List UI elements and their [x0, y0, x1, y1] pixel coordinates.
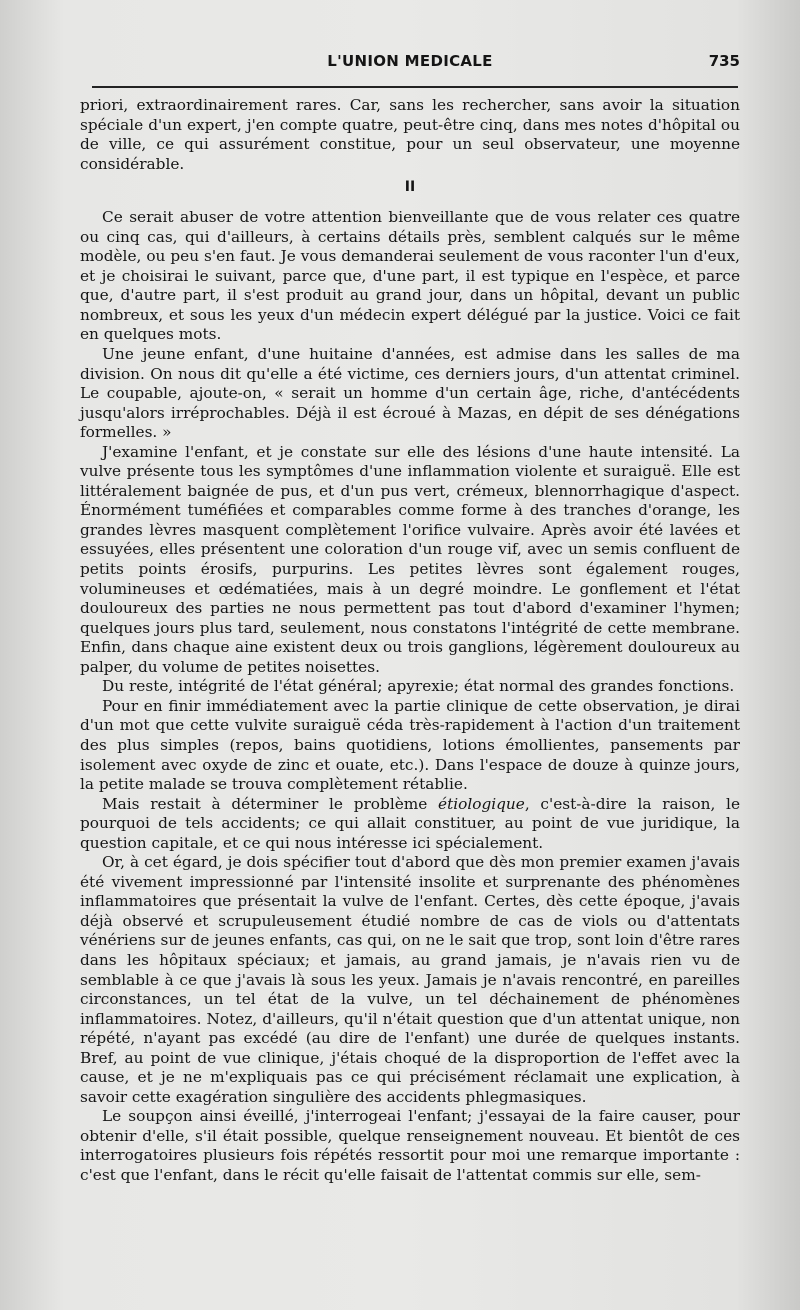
paragraph [80, 795, 740, 854]
paragraph: J'examine l'enfant, et je constate sur elle des lésions d'une haute intensité. La vulve présente tous les symptômes d'une inflammation violente et suraiguë. Elle est littéralement baignée de pus, et d'un pus vert, crémeux, blennorrhagique d'aspect. Énormément tuméfiées et comparables comme forme à des tranches d'orange, les grandes lèvres masquent complètement l'orifice vulvaire. Après avoir été lavées et essuyées, elles présentent une coloration d'un rouge vif, avec un semis confluent de petits points érosifs, purpurins. Les petites lèvres sont également rouges, volumineuses et œdématiées, mais à un degré moindre. Le gonflement et l'état douloureux des parties ne nous permettent pas tout d'abord d'examiner l'hymen; quelques jours plus tard, seulement, nous constatons l'intégrité de cette membrane. Enfin, dans chaque aine existent deux ou trois ganglions, légèrement douloureux au palper, du volume de petites noisettes. [80, 442, 740, 676]
paragraph-text: Mais restait à déterminer le problème [102, 794, 439, 813]
paragraph-continuation: priori, extraordinairement rares. Car, sans les rechercher, sans avoir la situation spéciale d'un expert, j'en compte quatre, peut-être cinq, dans mes notes d'hôpital ou de ville, ce qui assurément constitue, pour un seul observateur, une moyenne considérable. [80, 96, 740, 173]
page-header [80, 52, 740, 76]
running-title: L'UNION MEDICALE [327, 52, 493, 70]
section-heading: II [404, 179, 416, 196]
body-text [80, 96, 740, 1186]
paragraph: Une jeune enfant, d'une huitaine d'années, est admise dans les salles de ma division. On nous dit qu'elle a été victime, ces derniers jours, d'un attentat criminel. Le coupable, ajoute-on, « serait un homme d'un certain âge, riche, d'antécédents jusqu'alors irréprochables. Déjà il est écroué à Mazas, en dépit de ses dénégations formelles. » [80, 345, 740, 442]
paragraph-text: , c'est-à-dire la raison, le pourquoi de tels accidents; ce qui allait constituer, au point de vue juridique, la question capitale, et ce qui nous intéresse ici spécialement. [80, 794, 740, 852]
paragraph: Le soupçon ainsi éveillé, j'interrogeai l'enfant; j'essayai de la faire causer, pour obtenir d'elle, s'il était possible, quelque renseignement nouveau. Et bientôt de ces interrogatoires plusieurs fois répétés ressortit pour moi une remarque importante : c'est que l'enfant, dans le récit qu'elle faisait de l'attentat commis sur elle, sem- [80, 1107, 740, 1184]
emphasis-etiologique: étiologique [438, 794, 525, 813]
paragraph: Du reste, intégrité de l'état général; apyrexie; état normal des grandes fonctions. [102, 677, 735, 696]
paragraph: Or, à cet égard, je dois spécifier tout d'abord que dès mon premier examen j'avais été vivement impressionné par l'intensité insolite et surprenante des phénomènes inflammatoires que présentait la vulve de l'enfant. Certes, dès cette époque, j'avais déjà observé et scrupuleusement étudié nombre de cas de viols ou d'attentats vénériens sur de jeunes enfants, cas qui, on ne le sait que trop, sont loin d'être rares dans les hôpitaux spéciaux; et jamais, au grand jamais, je n'avais rien vu de semblable à ce que j'avais là sous les yeux. Jamais je n'avais rencontré, en pareilles circonstances, un tel état de la vulve, un tel déchainement de phénomènes inflammatoires. Notez, d'ailleurs, qu'il n'était question que d'un attentat unique, non répété, n'ayant pas excédé (au dire de l'enfant) une durée de quelques instants. Bref, au point de vue clinique, j'étais choqué de la disproportion de l'effet avec la cause, et je ne m'expliquais pas ce qui précisément réclamait une explication, à savoir cette exagération singulière des accidents phlegmasiques. [80, 853, 740, 1106]
paragraph: Ce serait abuser de votre attention bienveillante que de vous relater ces quatre ou cinq cas, qui d'ailleurs, à certains détails près, semblent calqués sur le même modèle, ou peu s'en faut. Je vous demanderai seulement de vous raconter l'un d'eux, et je choisirai le suivant, parce que, d'une part, il est typique en l'espèce, et parce que, d'autre part, il s'est produit au grand jour, dans un hôpital, devant un public nombreux, et sous les yeux d'un médecin expert délégué par la justice. Voici ce fait en quelques mots. [80, 208, 740, 344]
header-rule [92, 86, 738, 88]
paragraph: Pour en finir immédiatement avec la partie clinique de cette observation, je dirai d'un mot que cette vulvite suraiguë céda très-rapidement à l'action d'un traitement des plus simples (repos, bains quotidiens, lotions émollientes, pansements par isolement avec oxyde de zinc et ouate, etc.). Dans l'espace de douze à quinze jours, la petite malade se trouva complètement rétablie. [80, 696, 740, 794]
page-number: 735 [708, 52, 740, 70]
